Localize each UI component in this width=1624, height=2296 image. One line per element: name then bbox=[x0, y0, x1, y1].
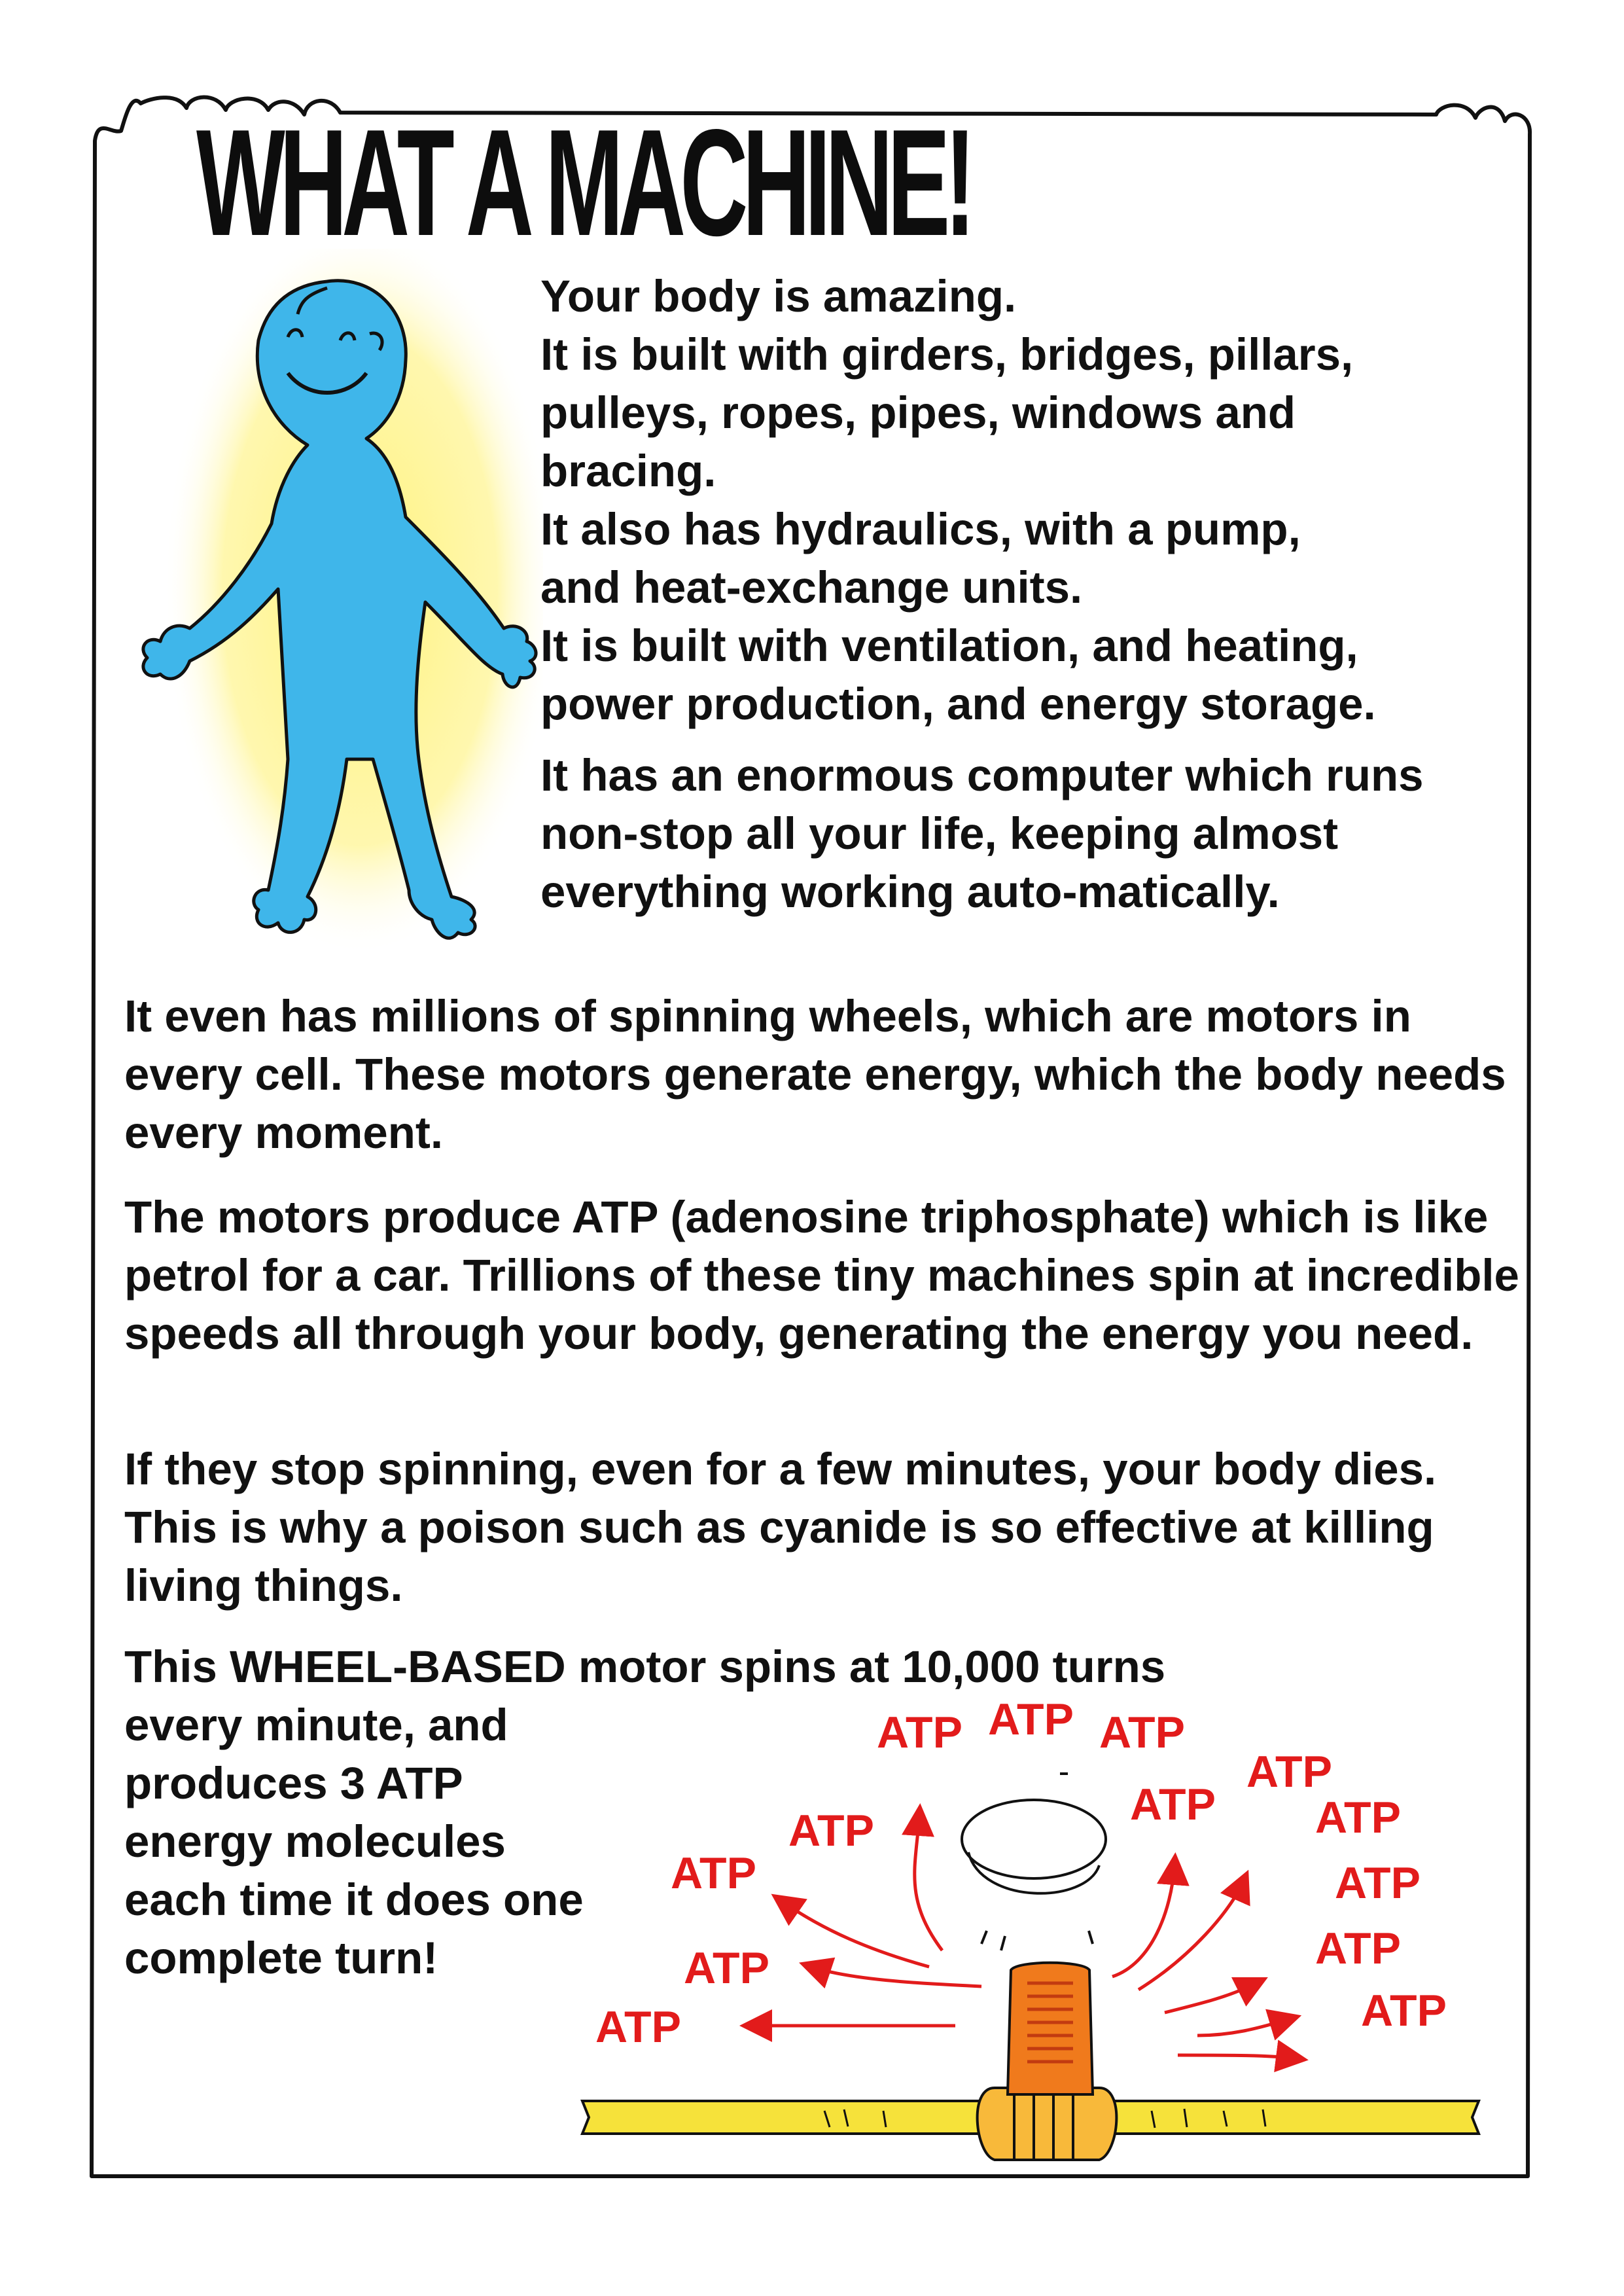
atp-label: ATP bbox=[671, 1848, 756, 1898]
atp-label: ATP bbox=[877, 1708, 962, 1757]
intro-line: power production, and energy storage. bbox=[540, 679, 1376, 729]
atp-label: ATP bbox=[684, 1943, 769, 1993]
atp-label: ATP bbox=[1335, 1858, 1421, 1908]
atp-label: ATP bbox=[1130, 1780, 1216, 1829]
intro-paragraph bbox=[540, 267, 1561, 733]
motor-intro-line: This WHEEL-BASED motor spins at 10,000 turns bbox=[124, 1641, 1166, 1692]
atp-label: ATP bbox=[788, 1806, 874, 1856]
intro-line: It also has hydraulics, with a pump, bbox=[540, 504, 1301, 554]
intro-line: and heat-exchange units. bbox=[540, 562, 1083, 613]
atp-label: ATP bbox=[1246, 1747, 1332, 1797]
atp-label: ATP bbox=[1315, 1924, 1401, 1973]
atp-motor-illustration bbox=[576, 1702, 1485, 2166]
rotor-stalk-icon bbox=[1008, 1963, 1093, 2094]
page-title: WHAT A MACHINE! bbox=[196, 98, 970, 268]
stop-paragraph: If they stop spinning, even for a few minutes, your body dies. This is why a poison such as cyanide is so effective at killing living things. bbox=[124, 1444, 1437, 1611]
intro-line: Your body is amazing. bbox=[540, 271, 1017, 321]
atp-label: ATP bbox=[988, 1702, 1074, 1744]
atp-label: ATP bbox=[1315, 1793, 1401, 1842]
wheels-paragraph: It even has millions of spinning wheels, which are motors in every cell. These motors generate energy, which the body needs every moment. bbox=[124, 991, 1506, 1158]
computer-paragraph: It has an enormous computer which runs non-stop all your life, keeping almost everything working auto-matically. bbox=[540, 750, 1424, 917]
atp-label: ATP bbox=[1099, 1708, 1185, 1757]
spin-wheel-icon bbox=[962, 1774, 1106, 1950]
intro-line: pulleys, ropes, pipes, windows and bbox=[540, 387, 1296, 438]
figure-illustration bbox=[111, 249, 543, 969]
atp-paragraph: The motors produce ATP (adenosine triphosphate) which is like petrol for a car. Trillions of these tiny machines spin at incredible speeds all through your body, generating the energy you need. bbox=[124, 1192, 1519, 1359]
intro-line: It is built with ventilation, and heating, bbox=[540, 620, 1358, 671]
motor-rest-paragraph: every minute, and produces 3 ATP energy molecules each time it does one complete turn! bbox=[124, 1700, 584, 1983]
atp-label: ATP bbox=[1361, 1986, 1447, 2036]
intro-line: bracing. bbox=[540, 446, 716, 496]
atp-label: ATP bbox=[595, 2002, 681, 2052]
rotor-base-icon bbox=[978, 2088, 1117, 2160]
intro-line: It is built with girders, bridges, pillars, bbox=[540, 329, 1354, 380]
